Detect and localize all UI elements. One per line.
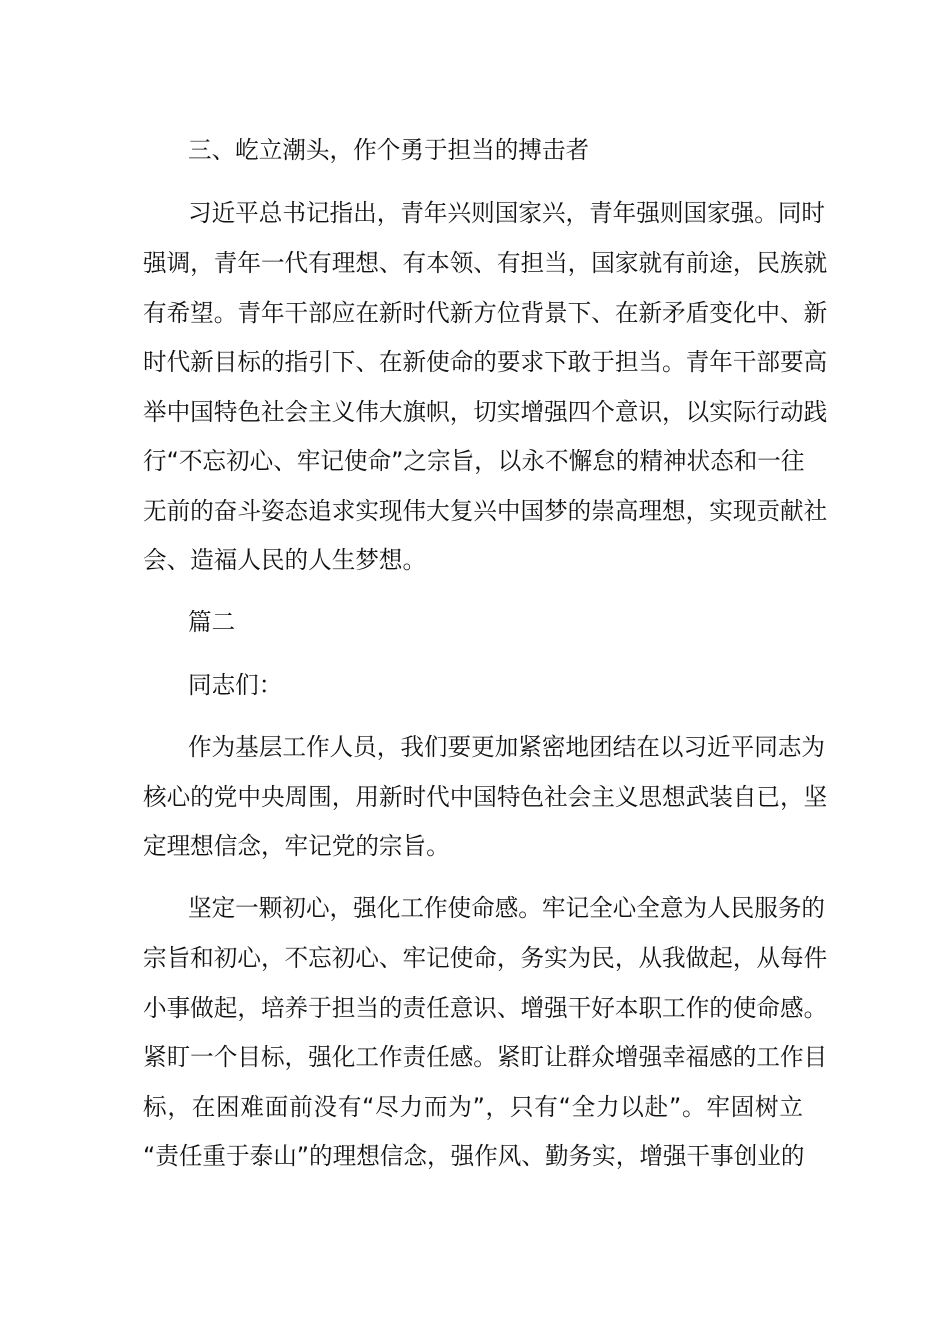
text-line: “责任重于泰山”的理想信念，强作风、勤务实，增强干事创业的 [143, 1142, 805, 1170]
text-line: 举中国特色社会主义伟大旗帜，切实增强四个意识，以实际行动践 [143, 398, 828, 426]
text-line: 定理想信念，牢记党的宗旨。 [143, 832, 450, 860]
text-line: 强调，青年一代有理想、有本领、有担当，国家就有前途，民族就 [143, 249, 828, 277]
text-line: 紧盯一个目标，强化工作责任感。紧盯让群众增强幸福感的工作目 [143, 1043, 828, 1071]
text-line: 会、造福人民的人生梦想。 [143, 546, 427, 574]
text-line: 坚定一颗初心，强化工作使命感。牢记全心全意为人民服务的 [188, 894, 826, 922]
text-line: 标，在困难面前没有“尽力而为”，只有“全力以赴”。牢固树立 [143, 1093, 803, 1121]
text-line: 作为基层工作人员，我们要更加紧密地团结在以习近平同志为 [188, 733, 826, 761]
text-line: 行“不忘初心、牢记使命”之宗旨，以永不懈怠的精神状态和一往 [143, 447, 805, 475]
text-line: 宗旨和初心，不忘初心、牢记使命，务实为民，从我做起，从每件 [143, 944, 828, 972]
text-line: 核心的党中央周围，用新时代中国特色社会主义思想武装自已，坚 [143, 783, 828, 811]
text-line: 无前的奋斗姿态追求实现伟大复兴中国梦的崇高理想，实现贡献社 [143, 497, 828, 525]
salutation: 同志们： [188, 671, 283, 699]
text-line: 时代新目标的指引下、在新使命的要求下敢于担当。青年干部要高 [143, 348, 828, 376]
part-heading: 篇二 [188, 608, 236, 636]
text-line: 小事做起，培养于担当的责任意识、增强干好本职工作的使命感。 [143, 994, 828, 1022]
section-heading: 三、屹立潮头，作个勇于担当的搏击者 [188, 136, 590, 164]
text-line: 习近平总书记指出，青年兴则国家兴，青年强则国家强。同时 [188, 199, 826, 227]
text-line: 有希望。青年干部应在新时代新方位背景下、在新矛盾变化中、新 [143, 299, 828, 327]
